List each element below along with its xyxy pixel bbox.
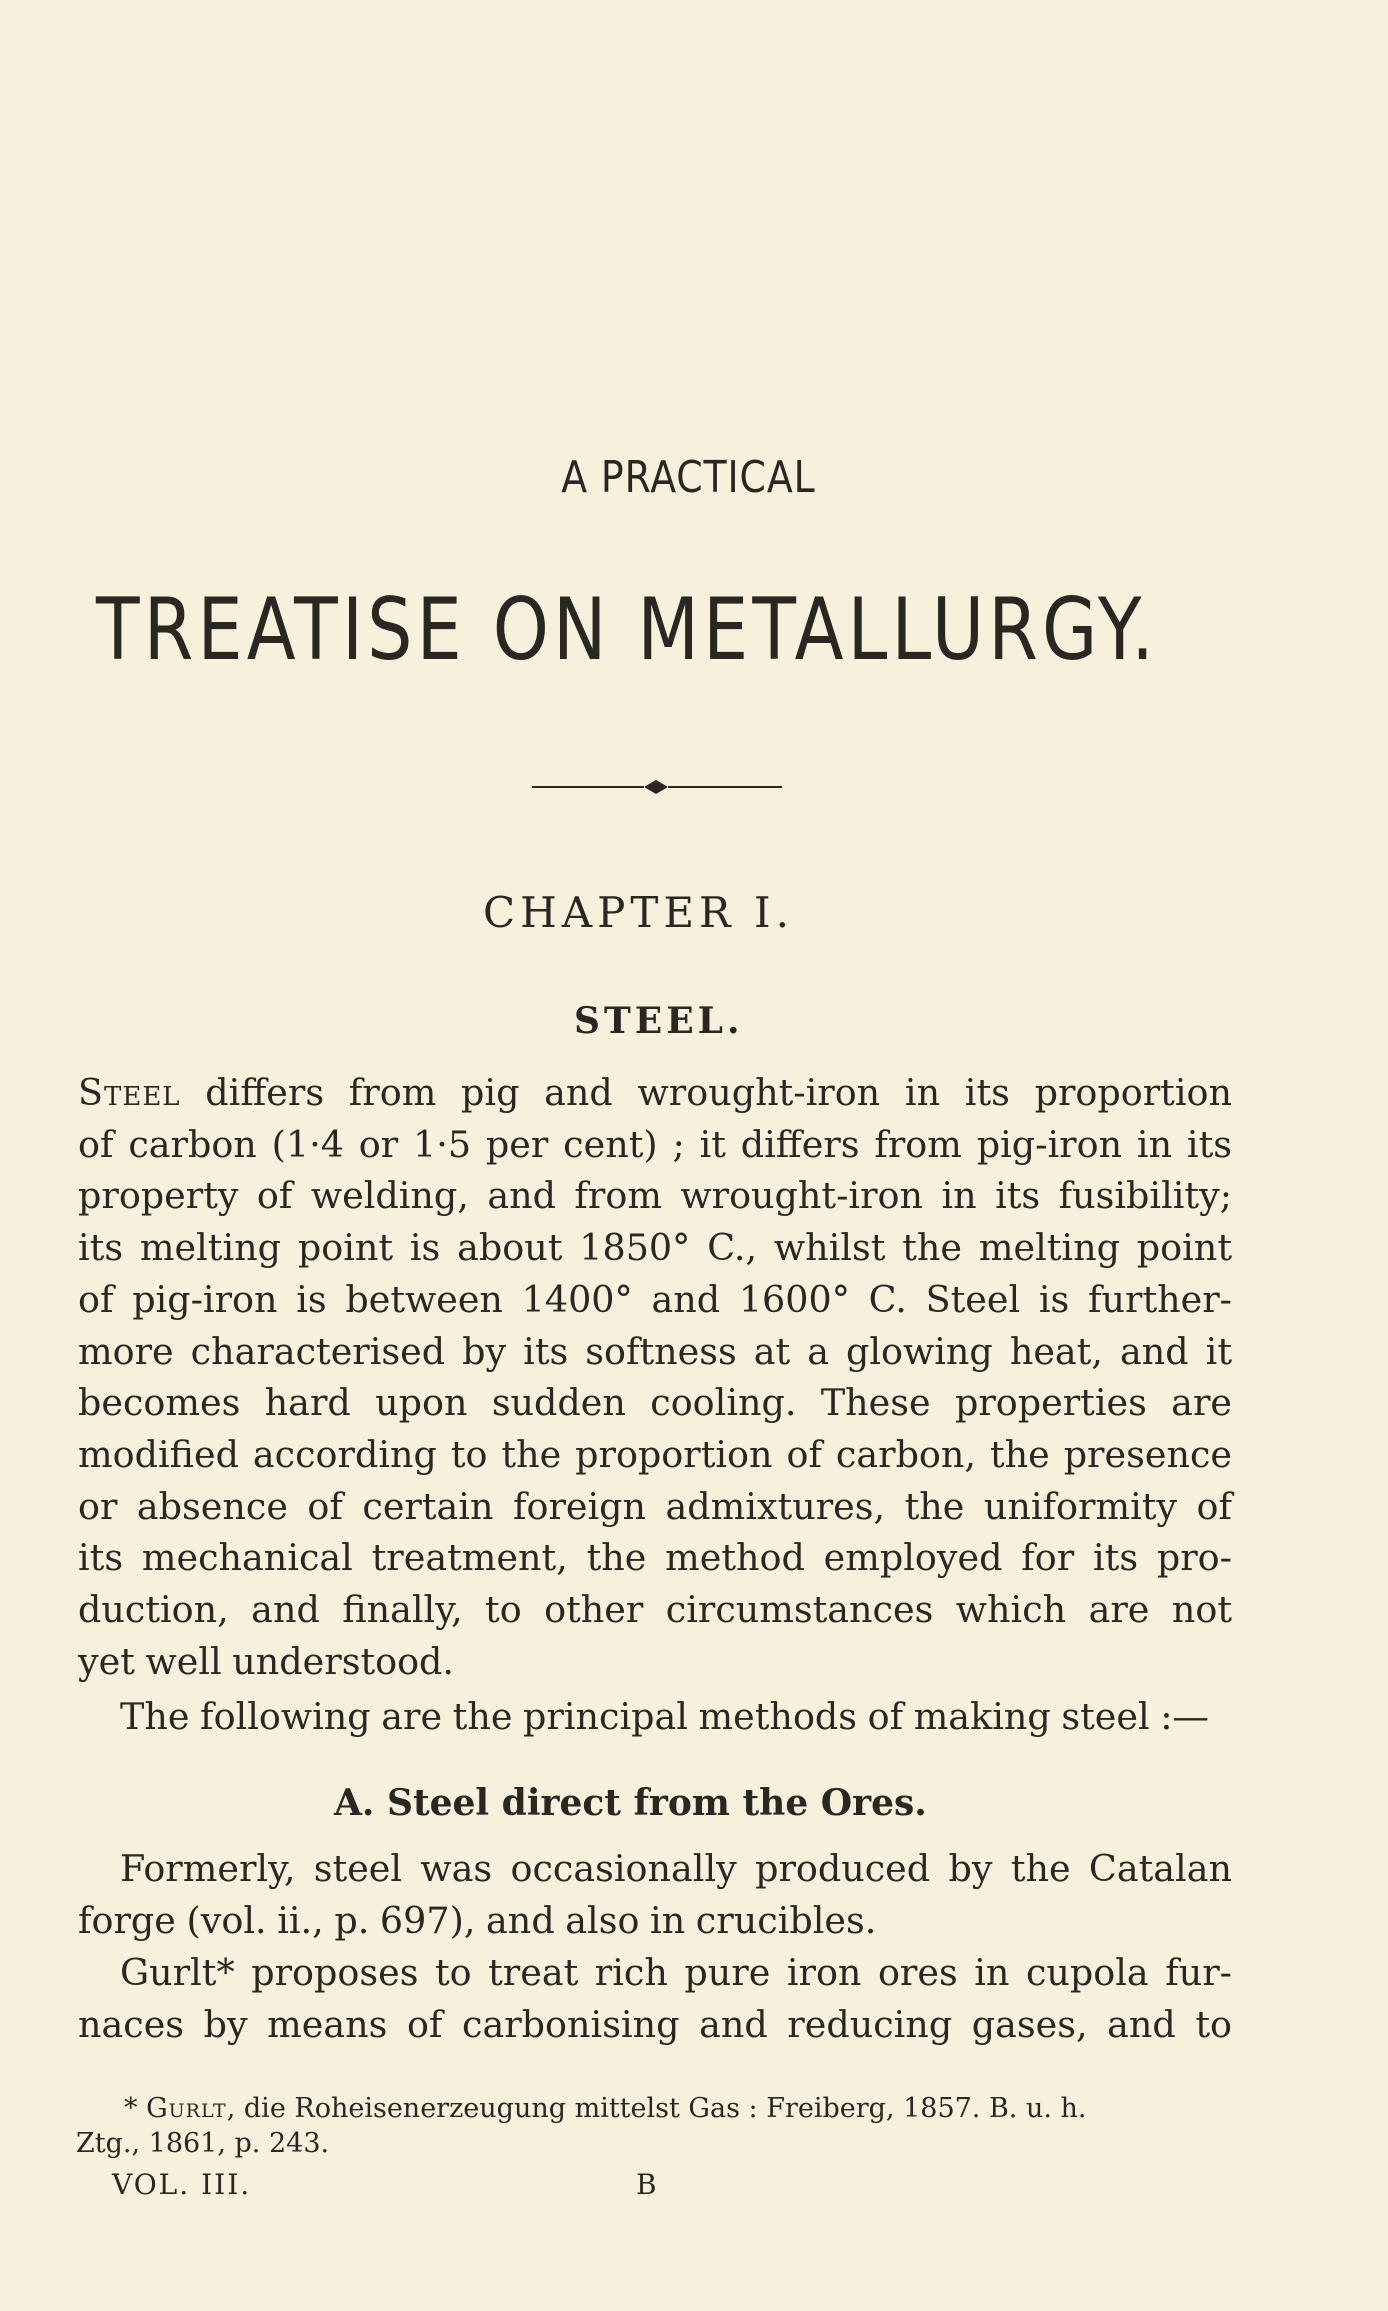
chapter-heading: CHAPTER I. [483, 888, 794, 937]
footnote [76, 2091, 1230, 2161]
text-line: of pig-iron is between 1400° and 1600° C. Steel is further- [78, 1277, 1232, 1321]
paragraph-steel-definition [78, 1067, 1232, 1687]
footnote-line: * Gurlt, die Roheisenerzeugung mittelst Gas : Freiberg, 1857. B. u. h. [124, 2093, 1087, 2124]
text-line: forge (vol. ii., p. 697), and also in crucibles. [78, 1898, 877, 1942]
text-line: Steel differs from pig and wrought-iron in its proportion [78, 1071, 1232, 1114]
pre-title: A PRACTICAL [561, 452, 816, 503]
page-title: TREATISE ON METALLURGY. [96, 580, 1159, 680]
text-line: The following are the principal methods of making steel :— [120, 1695, 1210, 1738]
paragraph-methods-intro [78, 1691, 1232, 1743]
volume-label: VOL. III. [112, 2168, 252, 2201]
text-line: modified according to the proportion of carbon, the presence [78, 1432, 1232, 1476]
text-line: of carbon (1·4 or 1·5 per cent) ; it differs from pig-iron in its [78, 1122, 1232, 1166]
signature-mark: B [636, 2168, 657, 2201]
text-line: Gurlt* proposes to treat rich pure iron ores in cupola fur- [120, 1951, 1232, 1994]
text-line: duction, and finally, to other circumstances which are not [78, 1588, 1232, 1632]
text-line: yet well understood. [78, 1639, 455, 1683]
lead-word: Steel [78, 1071, 181, 1114]
text-line: naces by means of carbonising and reducing gases, and to [78, 2002, 1232, 2046]
paragraph-catalan-forge [78, 1843, 1232, 1946]
text-line: more characterised by its softness at a glowing heat, and it [78, 1329, 1232, 1373]
text-line: Formerly, steel was occasionally produced by the Catalan [120, 1847, 1232, 1890]
text-line: its melting point is about 1850° C., whilst the melting point [78, 1226, 1232, 1270]
text-line: or absence of certain foreign admixtures, the uniformity of [78, 1484, 1232, 1528]
text-line: becomes hard upon sudden cooling. These properties are [78, 1381, 1232, 1425]
footnote-line: Ztg., 1861, p. 243. [76, 2128, 330, 2159]
text-line: property of welding, and from wrought-iron in its fusibility; [78, 1174, 1232, 1218]
ornament-divider-icon [532, 775, 782, 799]
section-title: STEEL. [574, 1000, 744, 1042]
paragraph-gurlt [78, 1947, 1232, 2050]
text-line: its mechanical treatment, the method employed for its pro- [78, 1536, 1232, 1580]
subsection-title: A. Steel direct from the Ores. [334, 1782, 927, 1824]
footnote-author: Gurlt [146, 2093, 227, 2124]
